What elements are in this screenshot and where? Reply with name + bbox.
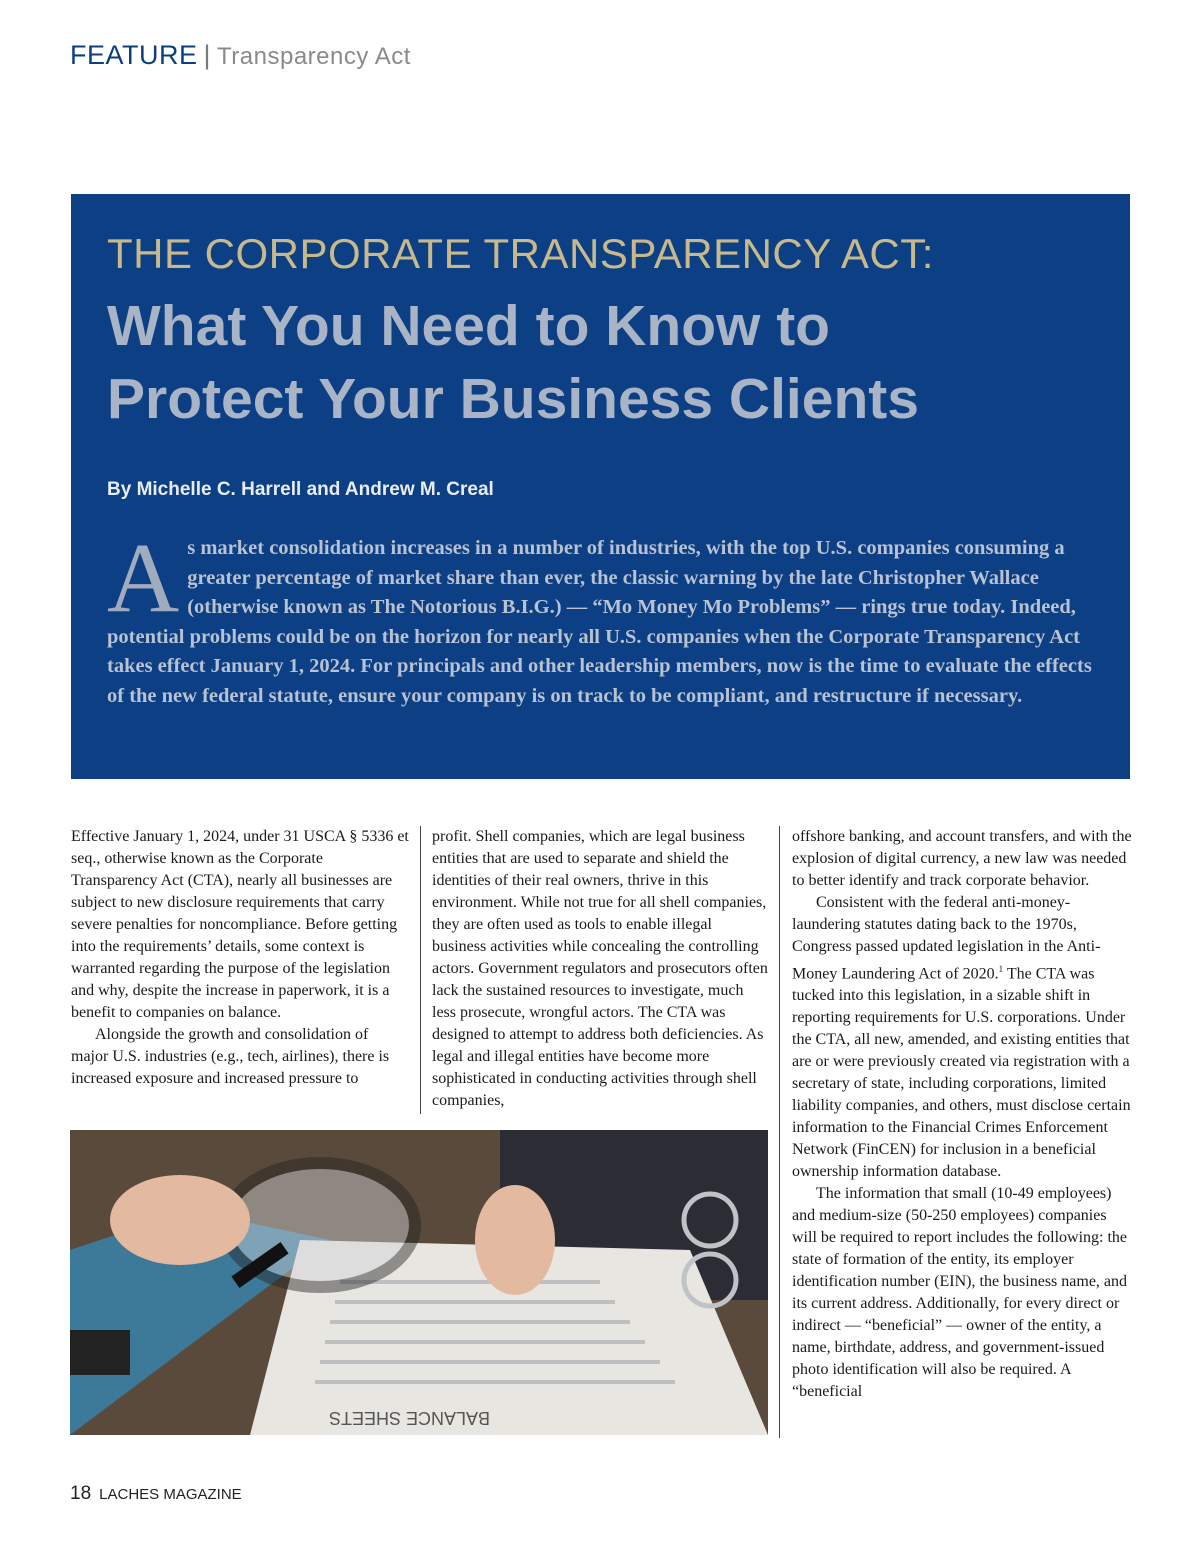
body-column-3 [792, 826, 1132, 1403]
paragraph: Alongside the growth and consolidation of major U.S. industries (e.g., tech, airlines), there is increased exposure and increased pressure to [71, 1026, 390, 1087]
intro-text: s market consolidation increases in a number of industries, with the top U.S. companies consuming a greater percentage of market share than ever, the classic warning by the late Christopher Wallace (otherwise known as The Notorious B.I.G.) — “Mo Money Mo Problems” — rings true today. Indeed, potential problems could be on the horizon for nearly all U.S. companies when the Corporate Transparency Act takes effect January 1, 2024. For principals and other leadership members, now is the time to evaluate the effects of the new federal statute, ensure your company is on track to be compliant, and restructure if necessary. [107, 537, 1092, 707]
magazine-name: LACHES MAGAZINE [99, 1486, 242, 1503]
paragraph: offshore banking, and account transfers, and with the explosion of digital currency, a new law was needed to better identify and track corporate behavior. [792, 828, 1132, 889]
document-caption: BALANCE SHEETS [328, 1408, 490, 1428]
magnifying-glass-photo [70, 1130, 768, 1435]
page-footer [70, 1483, 242, 1505]
headline-line-2: Protect Your Business Clients [107, 367, 919, 431]
paragraph-text: The CTA was tucked into this legislation, in a sizable shift in reporting requirements for U.S. corporations. Under the CTA, all new, amended, and existing entities that are or were previously created via registration with a secretary of state, including corporations, limited liability companies, and others, must disclose certain information to the Financial Crimes Enforcement Network (FinCEN) for inclusion in a beneficial ownership information database. [792, 965, 1131, 1181]
section-label: FEATURE [70, 40, 198, 70]
article-kicker: THE CORPORATE TRANSPARENCY ACT: [107, 230, 934, 277]
body-column-1 [71, 826, 409, 1090]
paragraph: Effective January 1, 2024, under 31 USCA § 5336 et seq., otherwise known as the Corporate Transparency Act (CTA), nearly all businesses are subject to new disclosure requirements that carry severe penalties for noncompliance. Before getting into the requirements’ details, some context is warranted regarding the purpose of the legislation and why, despite the increase in paperwork, it is a benefit to companies on balance. [71, 828, 409, 1021]
paragraph [792, 892, 1132, 1183]
title-banner [71, 194, 1130, 779]
body-column-2 [432, 826, 768, 1112]
article-headline [107, 290, 1107, 436]
paragraph-text: Consistent with the federal anti-money-laundering statutes dating back to the 1970s, Congress passed updated legislation in the Anti-Money Laundering Act of 2020. [792, 894, 1101, 983]
paragraph: The information that small (10-49 employees) and medium-size (50-250 employees) companies will be required to report includes the following: the state of formation of the entity, its employer identification number (EIN), the business name, and its current address. Additionally, for every direct or indirect — “beneficial” — owner of the entity, a name, birthdate, address, and government-issued photo identification will also be required. A “beneficial [792, 1185, 1128, 1401]
photo-illustration [70, 1130, 768, 1435]
footnote-marker: 1 [998, 964, 1004, 974]
column-divider [420, 826, 421, 1114]
intro-paragraph [107, 522, 1107, 711]
byline: By Michelle C. Harrell and Andrew M. Creal [107, 479, 494, 500]
paragraph: profit. Shell companies, which are legal business entities that are used to separate and shield the identities of their real owners, thrive in this environment. While not true for all shell companies, they are often used as tools to enable illegal business activities while concealing the controlling actors. Government regulators and prosecutors often lack the sustained resources to investigate, much less prosecute, wrongful actors. The CTA was designed to attempt to address both deficiencies. As legal and illegal entities have become more sophisticated in conducting activities through shell companies, [432, 828, 768, 1109]
headline-line-1: What You Need to Know to [107, 294, 830, 358]
section-topic: Transparency Act [217, 43, 411, 70]
drop-cap: A [107, 522, 180, 633]
section-header [70, 40, 411, 71]
page-number: 18 [70, 1483, 92, 1504]
column-divider [779, 826, 780, 1438]
section-separator: | [203, 40, 212, 70]
